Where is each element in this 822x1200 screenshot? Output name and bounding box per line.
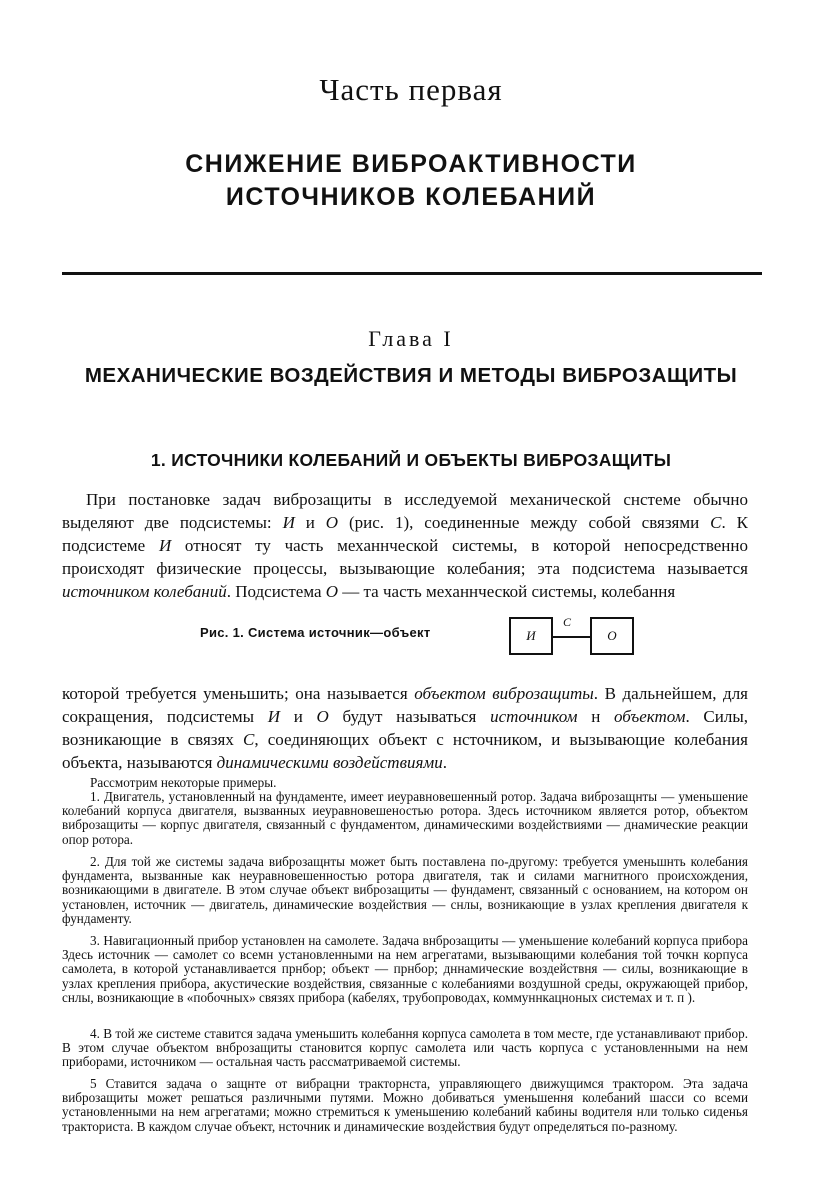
part-subtitle-line-2: ИСТОЧНИКОВ КОЛЕБАНИЙ <box>225 183 597 211</box>
example-4: 4. В той же системе ставится задача уменьшить колебання корпуса самолета в том месте, где устанавливают прибор. В этом случае объектом внброзащиты становится корпус самолета или часть корпуса с установленными на нем приборами, источником — остальная часть рассматриваемой системы. <box>62 1026 748 1070</box>
chapter-number: Глава I <box>368 326 454 351</box>
example-2: 2. Для той же системы задача виброзащнты может быть поставлена по-другому: требуется уменьшнть колебания фундамента, вызванные как неуравновешенностью ротора двигателя, так и силами магнитного происхождения, возникающими в двигателе. В этом случае объект виброзащиты — фундамент, связанный с основанием, на котором он установлен, источник — двигатель, динамические воздействия — снлы, возникающие в узлах крепления двигателя к фундаменту. <box>62 854 748 926</box>
section-title: 1. ИСТОЧНИКИ КОЛЕБАНИЙ И ОБЪЕКТЫ ВИБРОЗАЩИТЫ <box>150 450 672 470</box>
horizontal-rule <box>62 272 762 275</box>
examples-intro: Рассмотрим некоторые примеры. <box>90 775 277 790</box>
connection-line <box>553 636 590 638</box>
chapter-title: МЕХАНИЧЕСКИЕ ВОЗДЕЙСТВИЯ И МЕТОДЫ ВИБРОЗАЩИТЫ <box>84 364 738 387</box>
object-box: О <box>590 617 634 655</box>
example-3: 3. Навигационный прибор установлен на самолете. Задача внброзащиты — уменьшение колебаний корпуса прибора Здесь источник — самолет со всемн установленными на нем агрегатами, вызывающими колебания той точкн корпуса самолета, в которой устанавливается прнбор; объект — прнбор; дннамические воздействня — силы, возникающие в узлах крепления прибора, акустические воздействия, связанные с колебаниями воздушной среды, окружающей прибор, снлы, возникающие в «побочных» связях прибора (кабелях, трубопроводах, коммуннкацноных системах и т. п ). <box>62 933 748 1005</box>
figure-caption: Рис. 1. Система источник—объект <box>200 625 431 640</box>
part-subtitle-line-1: СНИЖЕНИЕ ВИБРОАКТИВНОСТИ <box>185 150 637 178</box>
part-title: Часть первая <box>319 72 503 107</box>
body-paragraph-2: которой требуется уменьшить; она называется объектом виброзащиты. В дальнейшем, для сокращения, подсистемы И и О будут называться источником н объектом. Силы, возникающие в связях С, соединяющих объект с нсточником, и вызывающие колебания объекта, называются динамическими воздействиями. <box>62 684 748 772</box>
example-1: 1. Двигатель, установленный на фундаменте, имеет иеуравновешенный ротор. Задача виброзащнты — уменьшение колебаний корпуса двигателя, вызванных иеуравновешеностью ротора. Здесь источником является ротор, объектом виброзащиты — корпус двигателя, связанный с фундаментом, динамическими воздействиями — днамические реакции опор ротора. <box>62 789 748 847</box>
body-paragraph-1: При постановке задач виброзащиты в исследуемой механической снстеме обычно выделяют две подсистемы: И и О (рис. 1), соединенные между собой связями С. К подсистеме И относят ту часть механнческой системы, в которой непосредственно происходят физические процессы, вызывающие колебания; эта подсистема называется источником колебаний. Подсистема О — та часть механнческой системы, колебання <box>62 490 748 601</box>
source-box: И <box>509 617 553 655</box>
part-subtitle <box>0 148 822 214</box>
connection-label: С <box>563 615 572 629</box>
example-5: 5 Ставится задача о защнте от вибрацни тракторнста, управляющего движущимся трактором. Эта задача виброзащиты может решаться различными путями. Можно добиваться уменьшення колебаний шасси со всеми установленными на нем агрегатами; можно стремиться к уменьшению колебаний кабины водителя нли только сиденья тракториста. В каждом случае объект, нсточник и динамические воздействия будут определяться по-разному. <box>62 1076 748 1134</box>
figure-diagram <box>505 605 645 665</box>
